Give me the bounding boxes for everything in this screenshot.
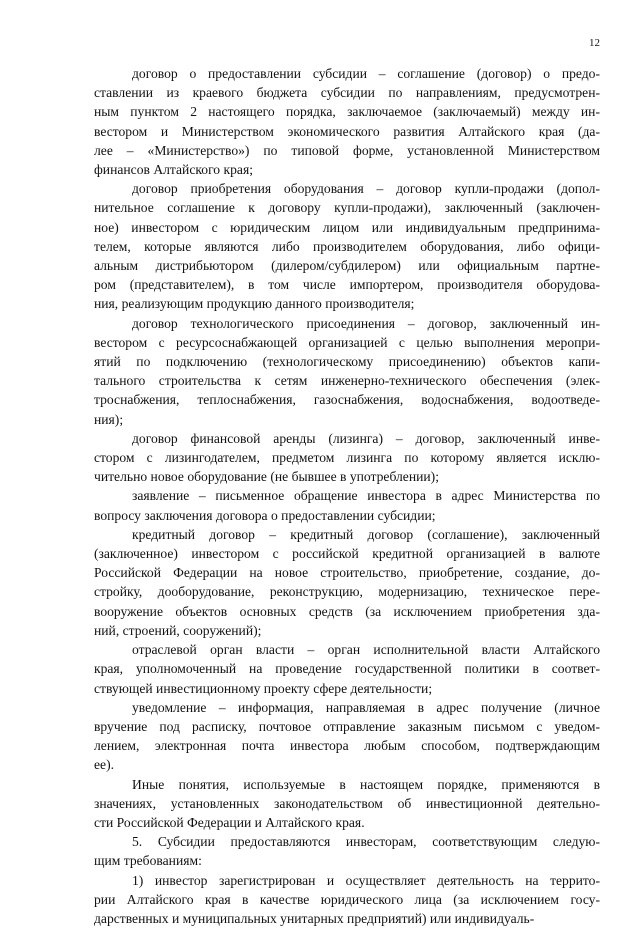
text-line: ным пунктом 2 настоящего порядка, заключаемое (заключаемый) между ин- <box>94 104 600 120</box>
text-line: договор о предоставлении субсидии – соглашение (договор) о предо- <box>132 66 600 81</box>
text-line: уведомление – информация, направляемая в адрес получение (личное <box>132 699 600 715</box>
text-line: ставлении из краевого бюджета субсидии по направлениям, предусмотрен- <box>94 85 600 101</box>
text-line: лением, электронная почта инвестора любым способом, подтверждающим <box>94 738 600 754</box>
text-line: значениях, установленных законодательством об инвестиционной деятельно- <box>94 795 600 811</box>
paragraph <box>94 179 600 313</box>
text-line: Иные понятия, используемые в настоящем порядке, применяются в <box>132 776 600 792</box>
text-line: стором с лизингодателем, предметом лизинга по которому является исклю- <box>94 450 600 466</box>
text-line: альным дистрибьютором (дилером/субдилером) или официальным партне- <box>94 258 600 274</box>
text-line: договор технологического присоединения – договор, заключенный ин- <box>132 315 600 331</box>
text-line: троснабжения, теплоснабжения, газоснабжения, водоснабжения, водоотведе- <box>94 392 600 408</box>
text-line: Российской Федерации на новое строительство, приобретение, создание, до- <box>94 565 600 581</box>
text-line: 1) инвестор зарегистрирован и осуществляет деятельность на террито- <box>132 872 600 888</box>
paragraph <box>94 698 600 775</box>
text-line: отраслевой орган власти – орган исполнительной власти Алтайского <box>132 642 600 658</box>
text-line: ное) инвестором с юридическим лицом или индивидуальным предпринима- <box>94 219 600 235</box>
text-line: вооружение объектов основных средств (за исключением приобретения зда- <box>94 603 600 619</box>
paragraph <box>94 871 600 928</box>
text-line: финансов Алтайского края; <box>94 162 253 178</box>
paragraph <box>94 775 600 833</box>
text-line: сти Российской Федерации и Алтайского края. <box>94 814 365 830</box>
text-line: вестором с ресурсоснабжающей организацией с целью выполнения меропри- <box>94 334 600 350</box>
text-line: тального строительства к сетям инженерно-технического обеспечения (элек- <box>94 373 600 389</box>
text-line: телем, которые являются либо производителем оборудования, либо офици- <box>94 238 600 254</box>
text-line: вопросу заключения договора о предоставлении субсидии; <box>94 507 436 523</box>
paragraph <box>94 832 600 870</box>
paragraph <box>94 429 600 487</box>
text-line: заявление – письменное обращение инвестора в адрес Министерства по <box>132 488 600 504</box>
text-line: ром (представителем), в том числе импортером, производителя оборудова- <box>94 277 600 293</box>
text-line: 5. Субсидии предоставляются инвесторам, соответствующим следую- <box>132 834 600 850</box>
paragraph <box>94 640 600 698</box>
text-line: ятий по подключению (технологическому присоединению) объектов капи- <box>94 354 600 370</box>
text-line: рии Алтайского края в качестве юридического лица (за исключением госу- <box>94 891 600 907</box>
text-line: ний, строений, сооружений); <box>94 622 262 638</box>
paragraph <box>94 314 600 429</box>
text-line: края, уполномоченный на проведение государственной политики в соответ- <box>94 661 600 677</box>
text-line: лее – «Министерство») по типовой форме, установленной Министерством <box>94 142 600 158</box>
text-line: ния); <box>94 411 124 427</box>
paragraph <box>94 486 600 524</box>
text-line: нительное соглашение к договору купли-продажи), заключенный (заключен- <box>94 200 600 216</box>
text-line: ее). <box>94 757 114 773</box>
paragraph <box>94 525 600 640</box>
text-line: ствующей инвестиционному проекту сфере деятельности; <box>94 680 433 696</box>
page-number: 12 <box>589 37 600 49</box>
text-line: чительно новое оборудование (не бывшее в употреблении); <box>94 469 439 485</box>
paragraph <box>94 64 600 179</box>
text-line: (заключенное) инвестором с российской кредитной организацией в валюте <box>94 546 600 562</box>
document-body <box>94 64 600 928</box>
text-line: вручение под расписку, почтовое отправление заказным письмом с уведом- <box>94 718 600 734</box>
text-line: ния, реализующим продукцию данного производителя; <box>94 296 415 312</box>
text-line: дарственных и муниципальных унитарных предприятий) или индивидуаль- <box>94 910 535 926</box>
text-line: кредитный договор – кредитный договор (соглашение), заключенный <box>132 526 600 542</box>
text-line: договор приобретения оборудования – договор купли-продажи (допол- <box>132 181 600 197</box>
text-line: стройку, дооборудование, реконструкцию, модернизацию, техническое пере- <box>94 584 600 600</box>
text-line: вестором и Министерством экономического развития Алтайского края (да- <box>94 123 600 139</box>
text-line: договор финансовой аренды (лизинга) – договор, заключенный инве- <box>132 430 600 446</box>
text-line: щим требованиям: <box>94 853 202 869</box>
